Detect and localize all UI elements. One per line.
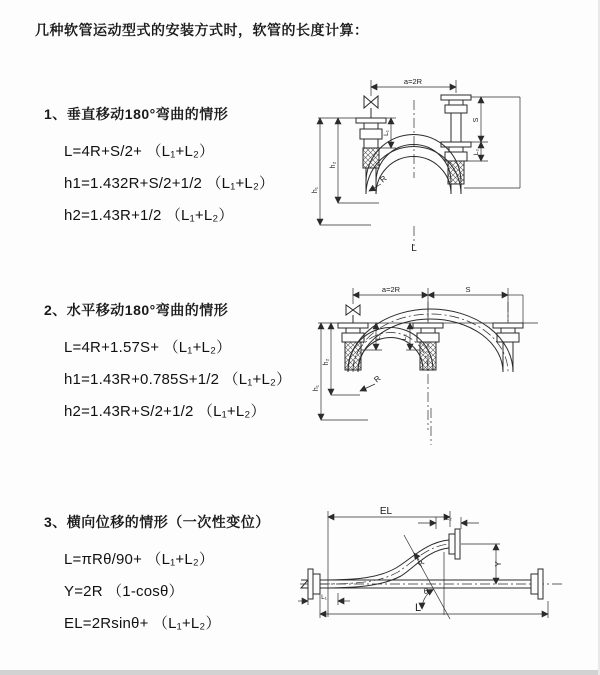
dim-label-l1: L₁: [375, 334, 382, 340]
left-flange: [356, 118, 386, 148]
left-flange: [338, 323, 368, 342]
dim-label-h1: h₁: [312, 186, 319, 194]
dim-label-a2r: a=2R: [381, 285, 401, 294]
formula-line: L=πRθ/90+ （L₁+L₂）: [64, 550, 215, 568]
valve-icon: [346, 305, 360, 323]
dim-label-l1: L₁: [321, 594, 327, 601]
section-2-heading: 2、水平移动180°弯曲的情形: [44, 302, 229, 318]
radius-label: R: [415, 558, 427, 569]
section-1-formulas: [44, 134, 274, 230]
dim-label-l: L: [414, 602, 422, 614]
formula-line: L=4R+1.57S+ （L₁+L₂）: [64, 338, 232, 356]
dim-label-l2: L₂: [401, 333, 408, 341]
dim-label-h2: h₂: [330, 161, 337, 169]
diagram-lateral-displacement: [298, 497, 598, 674]
right-flange: [531, 569, 543, 599]
right-flange: [493, 323, 523, 342]
dim-label-l1: L₁: [383, 130, 390, 136]
upper-flange: [449, 529, 460, 559]
diagram-vertical-180-bend: [298, 70, 590, 262]
formula-line: h1=1.43R+0.785S+1/2 （L₁+L₂）: [64, 370, 292, 388]
length-label: L: [411, 243, 417, 254]
dim-label-l2: L₂: [445, 515, 452, 522]
angle-label: θ: [423, 587, 429, 596]
section-1: [44, 104, 274, 230]
angle-construction: [404, 535, 450, 619]
dim-label-s: S: [473, 117, 480, 123]
section-3: [44, 512, 270, 638]
formula-line: h2=1.43R+1/2 （L₁+L₂）: [64, 206, 234, 224]
dim-label-a2r: a=2R: [403, 77, 423, 86]
valve-icon: [364, 96, 378, 118]
dim-label-el: EL: [379, 506, 393, 517]
radius-label: R: [372, 373, 383, 385]
section-2: [44, 300, 291, 426]
braid-section: [363, 148, 379, 168]
section-1-heading: 1、垂直移动180°弯曲的情形: [44, 106, 229, 122]
middle-flange: [413, 323, 443, 342]
section-3-formulas: [44, 542, 270, 638]
right-flange-upper: [441, 95, 471, 113]
left-flange: [308, 569, 320, 599]
formula-line: EL=2Rsinθ+ （L₁+L₂）: [64, 614, 221, 632]
section-2-formulas: [44, 330, 291, 426]
dim-label-l2: L₂: [473, 148, 480, 156]
diagram-horizontal-180-bend: [298, 280, 598, 465]
radius-label: R: [378, 173, 389, 185]
formula-line: L=4R+S/2+ （L₁+L₂）: [64, 142, 215, 160]
dim-label-h2: h₂: [323, 358, 330, 366]
dim-label-s: S: [465, 285, 471, 294]
section-3-heading: 3、横向位移的情形（一次性变位）: [44, 514, 270, 530]
formula-line: Y=2R （1-cosθ）: [64, 582, 184, 600]
page-title: 几种软管运动型式的安装方式时，软管的长度计算：: [35, 22, 369, 38]
dim-label-h1: h₁: [313, 384, 320, 392]
formula-line: h1=1.432R+S/2+1/2 （L₁+L₂）: [64, 174, 275, 192]
right-flange-lower: [441, 142, 471, 161]
dim-label-y: Y: [494, 561, 503, 567]
scan-edge-bottom: [0, 670, 600, 675]
formula-line: h2=1.43R+S/2+1/2 （L₁+L₂）: [64, 402, 266, 420]
hose-s-curve: [320, 540, 449, 588]
